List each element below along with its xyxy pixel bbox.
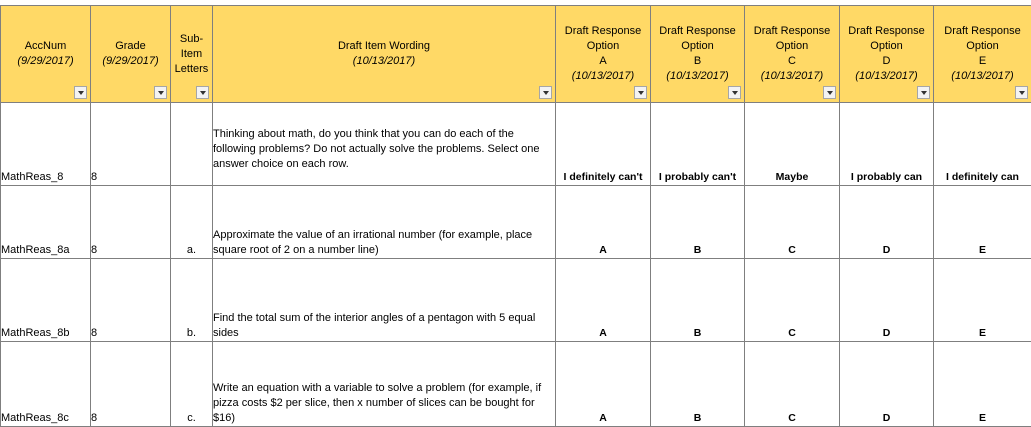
header-option-b [651,6,745,103]
filter-dropdown-icon[interactable] [539,86,552,99]
header-accnum-date: (9/29/2017) [1,54,90,69]
cell-option-b[interactable]: B [651,342,745,427]
filter-dropdown-icon[interactable] [196,86,209,99]
cell-accnum[interactable]: MathReas_8b [1,259,91,342]
cell-option-b[interactable]: B [651,186,745,259]
header-opt-c-l3: C [745,54,839,69]
header-opt-e-l3: E [934,54,1031,69]
cell-wording[interactable] [213,259,556,342]
header-opt-b-l1: Draft Response [651,24,744,39]
header-wording [213,6,556,103]
header-opt-a-l3: A [556,54,650,69]
header-row [1,6,1031,103]
cell-sub-item[interactable]: b. [171,259,213,342]
cell-sub-item[interactable]: a. [171,186,213,259]
header-accnum-label: AccNum [1,39,90,54]
header-opt-b-date: (10/13/2017) [651,69,744,84]
cell-wording-text: Write an equation with a variable to solve a problem (for example, if pizza costs $2 per slice, then x number of slices can be bought for $16) [213,381,543,426]
filter-dropdown-icon[interactable] [634,86,647,99]
cell-grade[interactable]: 8 [91,259,171,342]
header-grade-label: Grade [91,39,170,54]
filter-dropdown-icon[interactable] [728,86,741,99]
header-opt-d-date: (10/13/2017) [840,69,933,84]
header-opt-c-l1: Draft Response [745,24,839,39]
header-opt-b-l3: B [651,54,744,69]
table-row[interactable] [1,259,1031,342]
header-opt-e-date: (10/13/2017) [934,69,1031,84]
header-accnum [1,6,91,103]
cell-option-d[interactable]: D [840,186,934,259]
filter-dropdown-icon[interactable] [74,86,87,99]
cell-grade[interactable]: 8 [91,342,171,427]
header-opt-d-l1: Draft Response [840,24,933,39]
cell-grade[interactable]: 8 [91,103,171,186]
header-opt-c-date: (10/13/2017) [745,69,839,84]
header-option-c [745,6,840,103]
spreadsheet-grid [0,5,1031,427]
cell-option-a[interactable]: I definitely can't [556,103,651,186]
cell-wording[interactable] [213,342,556,427]
header-opt-e-l2: Option [934,39,1031,54]
cell-option-a[interactable]: A [556,259,651,342]
header-opt-b-l2: Option [651,39,744,54]
cell-accnum[interactable]: MathReas_8c [1,342,91,427]
header-sub-line2: Item [171,47,212,62]
header-opt-a-date: (10/13/2017) [556,69,650,84]
filter-dropdown-icon[interactable] [154,86,167,99]
cell-wording[interactable] [213,103,556,186]
filter-dropdown-icon[interactable] [917,86,930,99]
cell-accnum[interactable]: MathReas_8a [1,186,91,259]
cell-option-a[interactable]: A [556,186,651,259]
header-sub-item [171,6,213,103]
header-wording-label: Draft Item Wording [213,39,555,54]
table-row[interactable] [1,342,1031,427]
cell-option-d[interactable]: D [840,342,934,427]
header-opt-a-l2: Option [556,39,650,54]
header-opt-d-l3: D [840,54,933,69]
header-opt-a-l1: Draft Response [556,24,650,39]
cell-wording-text: Approximate the value of an irrational number (for example, place square root of 2 on a number line) [213,228,543,258]
cell-option-b[interactable]: I probably can't [651,103,745,186]
cell-option-c[interactable]: Maybe [745,103,840,186]
header-opt-e-l1: Draft Response [934,24,1031,39]
cell-option-e[interactable]: E [934,259,1031,342]
cell-option-a[interactable]: A [556,342,651,427]
cell-option-d[interactable]: D [840,259,934,342]
cell-wording-text: Find the total sum of the interior angles of a pentagon with 5 equal sides [213,311,548,341]
cell-wording-text: Thinking about math, do you think that you can do each of the following problems? Do not actually solve the problems. Select one answer choice on each row. [213,127,543,185]
header-opt-c-l2: Option [745,39,839,54]
header-opt-d-l2: Option [840,39,933,54]
cell-sub-item[interactable]: c. [171,342,213,427]
header-option-a [556,6,651,103]
filter-dropdown-icon[interactable] [823,86,836,99]
cell-option-e[interactable]: E [934,186,1031,259]
header-option-d [840,6,934,103]
cell-option-c[interactable]: C [745,342,840,427]
cell-option-b[interactable]: B [651,259,745,342]
cell-option-e[interactable]: I definitely can [934,103,1031,186]
table-row[interactable] [1,186,1031,259]
header-wording-date: (10/13/2017) [213,54,555,69]
table-row[interactable] [1,103,1031,186]
cell-accnum[interactable]: MathReas_8 [1,103,91,186]
header-grade [91,6,171,103]
cell-wording[interactable] [213,186,556,259]
cell-option-d[interactable]: I probably can [840,103,934,186]
cell-grade[interactable]: 8 [91,186,171,259]
header-sub-line1: Sub- [171,32,212,47]
cell-option-c[interactable]: C [745,186,840,259]
header-option-e [934,6,1031,103]
cell-sub-item[interactable] [171,103,213,186]
header-grade-date: (9/29/2017) [91,54,170,69]
filter-dropdown-icon[interactable] [1015,86,1028,99]
cell-option-c[interactable]: C [745,259,840,342]
header-sub-line3: Letters [171,62,212,77]
cell-option-e[interactable]: E [934,342,1031,427]
